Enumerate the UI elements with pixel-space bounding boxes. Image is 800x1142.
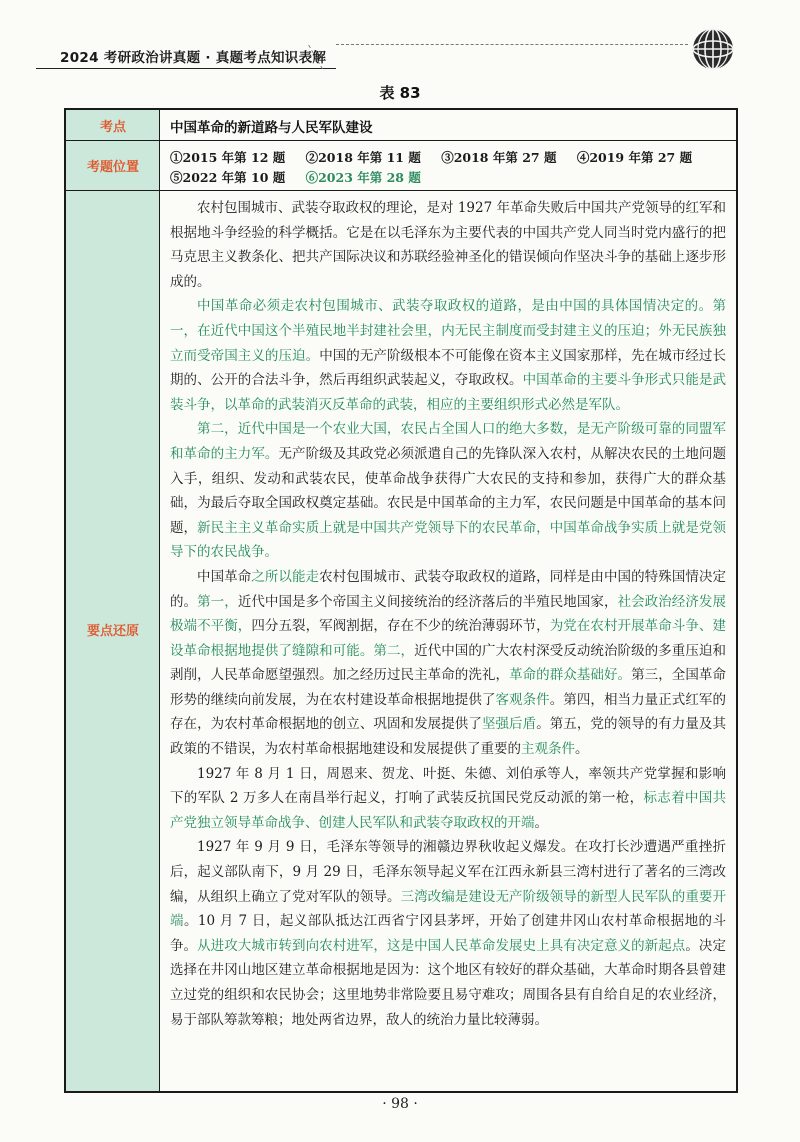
position-item: ④2019 年第 27 题 — [576, 150, 693, 165]
body-text: 近代中国是多个帝国主义间接统治的经济落后的半殖民地国家， — [237, 593, 618, 610]
highlighted-text: 主观条件 — [521, 741, 575, 758]
header-title: 2024 考研政治讲真题 · 真题考点知识表解 — [60, 50, 327, 66]
highlighted-text: 中国革命必须走农村包围城市、武装夺取政权的道路，是由中国的具体国情决定的。第一，在近代中国这个半殖民地半封建社会里，内无民主制度而受封建主义的压迫；外无民族独立而受帝国主义的压迫。 — [170, 298, 726, 364]
highlighted-text: 三湾改编是建设无产阶级领导的新型人民军队的重要开端 — [170, 888, 726, 930]
label-kaodian: 考点 — [99, 120, 126, 135]
highlighted-text: 之所以能走 — [251, 568, 320, 585]
summary-paragraph — [170, 835, 726, 1032]
summary-paragraph — [170, 565, 726, 762]
header-dashed-rule — [336, 44, 688, 69]
body-text: 中国革命 — [197, 568, 252, 585]
body-text: 。 — [534, 814, 548, 831]
body-text: 。10 月 7 日，起义部队抵达江西省宁冈县茅坪，开始了创建井冈山农村革命根据地的斗争。 — [170, 913, 727, 954]
body-text: 农村包围城市、武装夺取政权的理论，是对 1927 年革命失败后中国共产党领导的红军和根据地斗争经验的科学概括。它是在以毛泽东为主要代表的中国共产党人同当时党内盛行的把马克思主义教条化、把共产国际决议和苏联经验神圣化的错误倾向作坚决斗争的基础上逐步形成的。 — [170, 200, 726, 290]
label-summary: 要点还原 — [86, 624, 139, 639]
body-text: 。 — [575, 741, 589, 758]
row-divider — [66, 140, 736, 141]
position-item: ③2018 年第 27 题 — [441, 150, 557, 165]
body-text: 中国的无产阶级根本不可能像在资本主义国家那样，先在城市经过长期的、公开的合法斗争，然后再组织武装起义，夺取政权。 — [170, 347, 726, 389]
position-item: ②2018 年第 11 题 — [305, 150, 421, 165]
table-title: 表 83 — [379, 84, 421, 102]
body-text: 。第五，党的领导的有力量及其政策的不错误，为农村革命根据地建设和发展提供了重要的 — [170, 716, 726, 758]
body-text: 近代中国的广大农村深受反动统治阶级的多重压迫和剥削，人民革命愿望强烈。加之经历过民主革命的洗礼， — [170, 642, 726, 684]
highlighted-text: 从进攻大城市转到向农村进军，这是中国人民革命发展史上具有决定意义的新起点 — [197, 937, 686, 954]
body-text: 第三，全国革命形势的继续向前发展，为在农村建设革命根据地提供了 — [170, 667, 726, 708]
label-column — [66, 110, 160, 1091]
running-header — [36, 24, 740, 70]
page-number: · 98 · — [382, 1096, 418, 1112]
highlighted-text: 革命的群众基础好。 — [509, 667, 632, 684]
summary-content — [170, 196, 726, 1032]
highlighted-text: 坚强后盾 — [481, 716, 537, 733]
label-position: 考题位置 — [86, 160, 139, 175]
globe-icon — [688, 24, 738, 74]
summary-paragraph — [170, 417, 726, 565]
position-item: ⑤2022 年第 10 题 — [170, 170, 286, 185]
summary-paragraph — [170, 196, 726, 294]
highlighted-text: 第一， — [197, 593, 238, 610]
summary-paragraph — [170, 294, 726, 417]
body-text: 四分五裂，军阀割据，存在不少的统治薄弱环节， — [251, 618, 550, 635]
highlighted-text: 客观条件 — [495, 691, 550, 708]
body-text: 1927 年 8 月 1 日，周恩来、贺龙、叶挺、朱德、刘伯承等人，率领共产党掌握和影响下的军队 2 万多人在南昌举行起义，打响了武装反抗国民党反动派的第一枪， — [170, 765, 726, 807]
body-text: 1927 年 9 月 9 日，毛泽东等领导的湘赣边界秋收起义爆发。在攻打长沙遭遇严重挫折后，起义部队南下，9 月 29 日，毛泽东领导起义军在江西永新县三湾村进行了著名的三湾改编，从组织上确立了党对军队的领导。 — [170, 839, 726, 905]
body-text: 无产阶级及其政党必须派遣自己的先锋队深入农村，从解决农民的土地问题入手，组织、发动和武装农民，使革命战争获得广大农民的支持和参加，获得广大的群众基础，为最后夺取全国政权奠定基础。农民是中国革命的主力军，农民问题是中国革命的基本问题， — [170, 445, 726, 536]
topic-title: 中国革命的新道路与人民军队建设 — [170, 120, 373, 136]
highlighted-text: 标志着中国共产党独立领导革命战争、创建人民军队和武装夺取政权的开端 — [170, 790, 727, 831]
position-item: ①2015 年第 12 题 — [170, 150, 286, 165]
question-positions-row1 — [170, 148, 708, 166]
highlighted-text: 为党在农村开展革命斗争、建设革命根据地提供了缝隙和可能。第二， — [170, 618, 726, 659]
question-positions-row2 — [170, 168, 437, 186]
highlighted-text: 中国革命的主要斗争形式只能是武装斗争，以革命的武装消灭反革命的武装，相应的主要组织形式必然是军队。 — [170, 372, 726, 413]
body-text: 农村包围城市、武装夺取政权的道路，同样是由中国的特殊国情决定的。 — [170, 568, 727, 610]
knowledge-table — [64, 108, 738, 1093]
highlighted-text: 第二，近代中国是一个农业大国，农民占全国人口的绝大多数，是无产阶级可靠的同盟军和革命的主力军。 — [170, 421, 726, 462]
header-rule — [36, 68, 336, 69]
highlighted-text: 新民主主义革命实质上就是中国共产党领导下的农民革命，中国革命战争实质上就是党领导下的农民战争。 — [170, 519, 726, 561]
row-divider — [66, 190, 736, 191]
highlighted-text: 社会政治经济发展极端不平衡， — [170, 593, 726, 635]
position-item-highlight: ⑥2023 年第 28 题 — [305, 170, 421, 185]
body-text: 。第四，相当力量正式红军的存在，为农村革命根据地的创立、巩固和发展提供了 — [170, 691, 726, 733]
body-text: 。决定选择在井冈山地区建立革命根据地是因为：这个地区有较好的群众基础，大革命时期各县曾建立过党的组织和农民协会；这里地势非常险要且易守难攻；周围各县有自给自足的农业经济，易于部队筹款筹粮；地处两省边界，敌人的统治力量比较薄弱。 — [170, 937, 726, 1028]
summary-paragraph — [170, 762, 726, 836]
